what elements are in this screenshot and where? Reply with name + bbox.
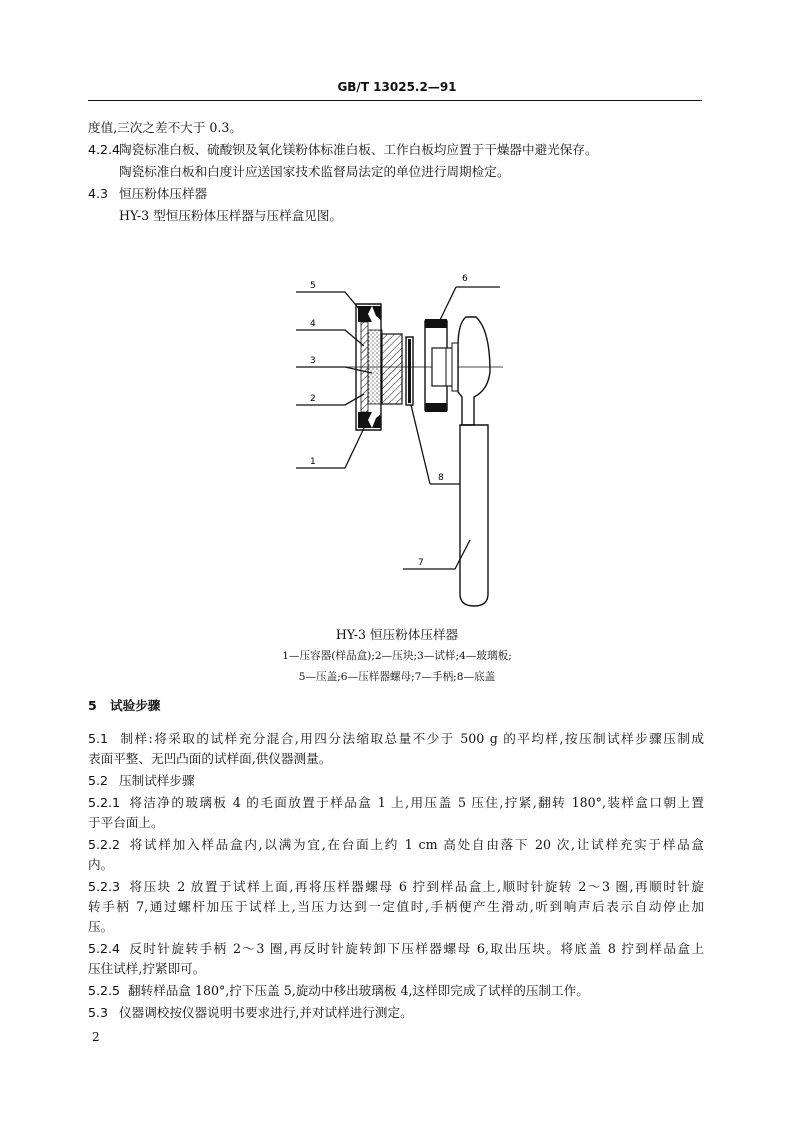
body-line: 度值,三次之差不大于 0.3。 bbox=[88, 120, 242, 135]
clause-text: 压制试样步骤 bbox=[119, 773, 195, 788]
body-line: 表面平整、无凹凸面的试样面,供仪器测量。 bbox=[88, 751, 332, 766]
body-line: HY-3 型恒压粉体压样器与压样盒见图。 bbox=[119, 208, 343, 223]
part-label-7: 7 bbox=[418, 558, 424, 568]
part-label-3: 3 bbox=[310, 356, 316, 366]
part-label-2: 2 bbox=[310, 394, 316, 404]
body-line: 压住试样,拧紧即可。 bbox=[88, 961, 206, 976]
clause-number: 5.2.3 bbox=[88, 879, 121, 894]
clause-text: 恒压粉体压样器 bbox=[119, 186, 208, 201]
section-title: 试验步骤 bbox=[110, 698, 161, 713]
handle-part bbox=[458, 317, 490, 606]
clause-number: 5.1 bbox=[88, 731, 109, 746]
clause-number: 5.2.1 bbox=[88, 795, 121, 810]
body-line: 压。 bbox=[88, 919, 114, 934]
body-line: 内。 bbox=[88, 857, 114, 872]
body-line: 陶瓷标准白板和白度计应送国家技术监督局法定的单位进行周期检定。 bbox=[119, 164, 510, 179]
figure-legend-line: 1—压容器(样品盒);2—压块;3—试样;4—玻璃板; bbox=[282, 650, 512, 662]
page-number: 2 bbox=[92, 1030, 100, 1044]
part-label-1: 1 bbox=[310, 457, 316, 467]
press-nut-part bbox=[425, 319, 458, 412]
clause-5-2-2 bbox=[88, 836, 704, 854]
clause-text: 制样:将采取的试样充分混合,用四分法缩取总量不少于 500 g 的平均样,按压制试样步骤压制成 bbox=[119, 731, 704, 746]
part-label-4: 4 bbox=[310, 319, 316, 329]
clause-number: 4.2.4 bbox=[88, 142, 121, 157]
standard-code-header: GB/T 13025.2—91 bbox=[337, 80, 457, 94]
figure-legend-line: 5—压盖;6—压样器螺母;7—手柄;8—底盖 bbox=[298, 671, 496, 683]
clause-5-2-5 bbox=[88, 982, 704, 1000]
clause-text: 将洁净的玻璃板 4 的毛面放置于样品盒 1 上,用压盖 5 压住,拧紧,翻转 180°,装样盒口朝上置 bbox=[128, 795, 704, 810]
clause-5-2 bbox=[88, 772, 704, 790]
clause-5-3 bbox=[88, 1004, 704, 1022]
part-label-6: 6 bbox=[462, 274, 468, 284]
clause-text: 将压块 2 放置于试样上面,再将压样器螺母 6 拧到样品盒上,顺时针旋转 2～3 圈,再顺时针旋 bbox=[128, 879, 704, 894]
clause-5-2-4 bbox=[88, 940, 704, 958]
figure-caption: HY-3 恒压粉体压样器 bbox=[335, 627, 459, 642]
body-line: 于平台面上。 bbox=[88, 815, 164, 830]
clause-number: 5.2.5 bbox=[88, 983, 121, 998]
clause-text: 翻转样品盒 180°,拧下压盖 5,旋动中移出玻璃板 4,这样即完成了试样的压制工作。 bbox=[128, 983, 589, 998]
clause-text: 反时针旋转手柄 2～3 圈,再反时针旋转卸下压样器螺母 6,取出压块。将底盖 8 拧到样品盒上 bbox=[128, 941, 704, 956]
part-label-8: 8 bbox=[438, 473, 444, 483]
clause-number: 5.3 bbox=[88, 1005, 109, 1020]
body-line: 转手柄 7,通过螺杆加压于试样上,当压力达到一定值时,手柄便产生滑动,听到响声后表示自动停止加 bbox=[88, 899, 704, 914]
section-number: 5 bbox=[88, 698, 97, 713]
clause-number: 4.3 bbox=[88, 186, 109, 201]
clause-number: 5.2.2 bbox=[88, 837, 121, 852]
part-label-5: 5 bbox=[310, 281, 316, 291]
clause-number: 5.2.4 bbox=[88, 941, 121, 956]
clause-5-2-3 bbox=[88, 878, 704, 896]
section-5-heading bbox=[88, 697, 704, 715]
press-block-part bbox=[382, 334, 402, 404]
clause-text: 仪器调校按仪器说明书要求进行,并对试样进行测定。 bbox=[119, 1005, 413, 1020]
clause-text: 将试样加入样品盒内,以满为宜,在台面上约 1 cm 高处自由落下 20 次,让试样充实于样品盒 bbox=[128, 837, 704, 852]
clause-5-1 bbox=[88, 730, 704, 748]
clause-text: 陶瓷标准白板、硫酸钡及氧化镁粉体标准白板、工作白板均应置于干燥器中避光保存。 bbox=[119, 142, 598, 157]
clause-number: 5.2 bbox=[88, 773, 109, 788]
clause-5-2-1 bbox=[88, 794, 704, 812]
